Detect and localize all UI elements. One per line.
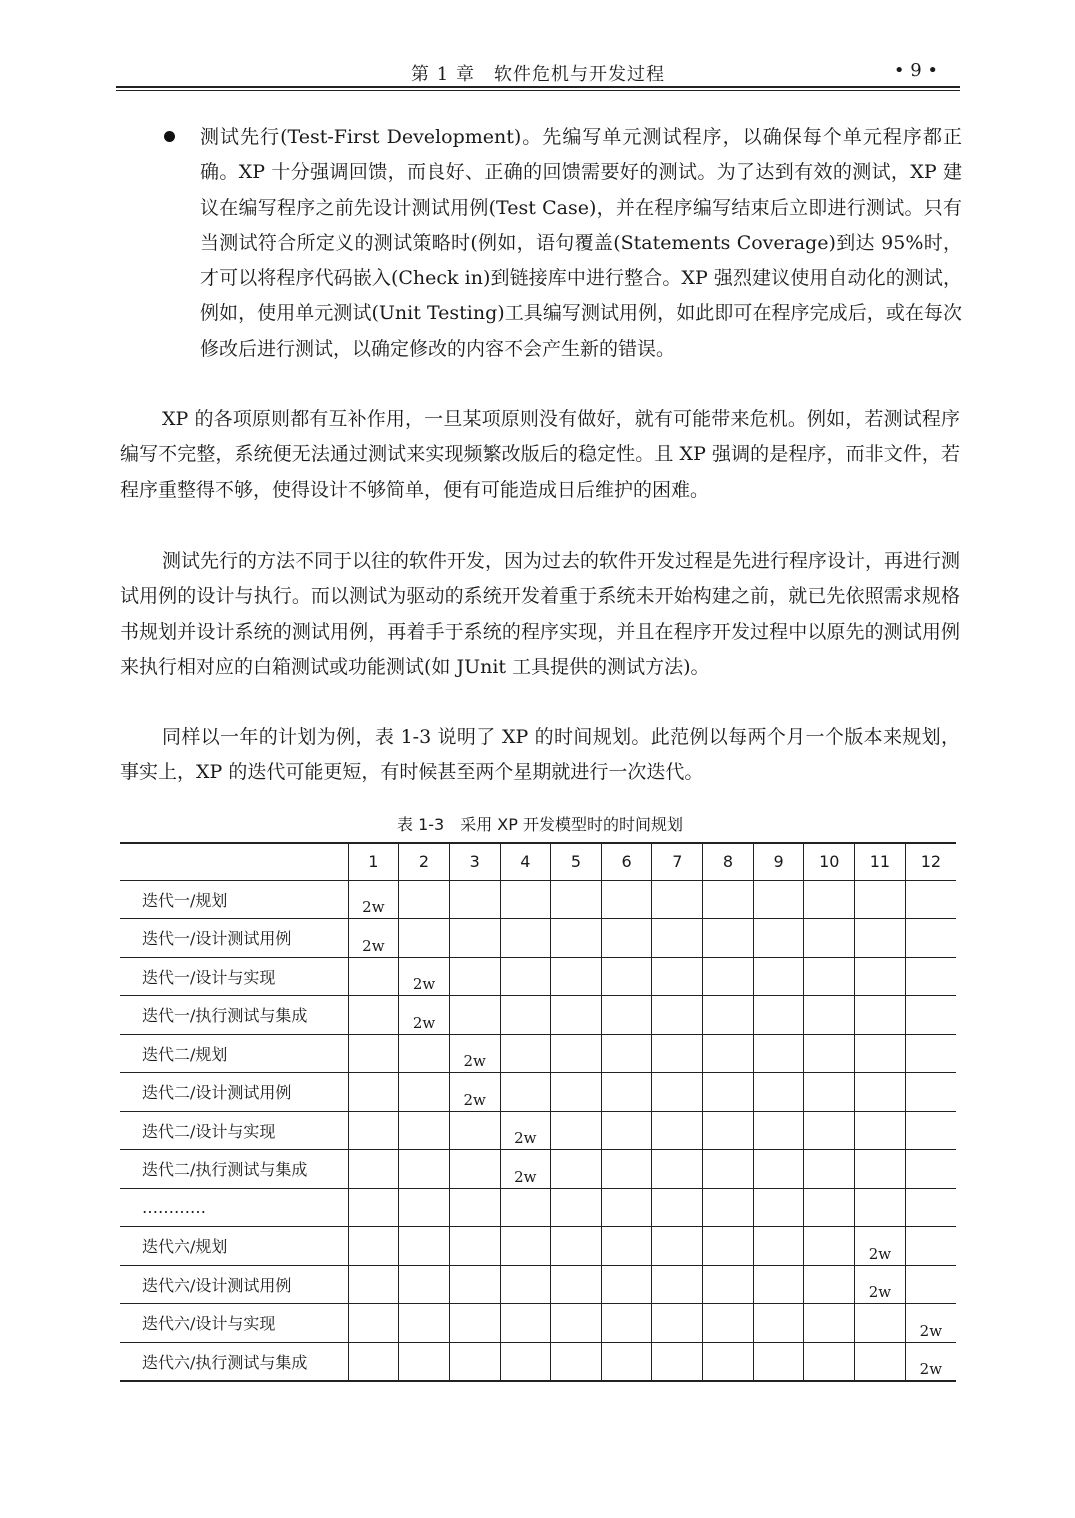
table-cell	[753, 1342, 804, 1381]
table-row	[120, 1227, 956, 1266]
table-cell	[601, 1265, 652, 1304]
table-cell	[348, 1034, 399, 1073]
table-cell	[703, 996, 754, 1035]
table-cell	[804, 957, 855, 996]
table-cell	[703, 1111, 754, 1150]
table-cell: 2w	[399, 957, 450, 996]
table-cell: 2w	[905, 1342, 956, 1381]
header-rule-thick	[116, 86, 960, 88]
table-cell	[551, 1073, 602, 1112]
paragraph-xp-principles: XP 的各项原则都有互补作用，一旦某项原则没有做好，就有可能带来危机。例如，若测试程序编写不完整，系统便无法通过测试来实现频繁改版后的稳定性。且 XP 强调的是程序，而非文件，若程序重整得不够，使得设计不够简单，便有可能造成日后维护的困难。	[120, 408, 960, 501]
table-cell	[652, 1342, 703, 1381]
table-cell	[500, 957, 551, 996]
table-cell	[601, 996, 652, 1035]
table-cell	[804, 1034, 855, 1073]
table-cell	[804, 1188, 855, 1227]
table-cell	[703, 919, 754, 958]
table-cell	[449, 1265, 500, 1304]
table-cell	[804, 880, 855, 919]
table-cell	[703, 1227, 754, 1266]
table-cell	[652, 1150, 703, 1189]
table-cell	[905, 1227, 956, 1266]
month-header: 11	[855, 843, 906, 880]
table-cell	[348, 1073, 399, 1112]
table-cell	[399, 1150, 450, 1189]
table-cell	[399, 1034, 450, 1073]
table-cell	[855, 1188, 906, 1227]
table-cell	[348, 1265, 399, 1304]
row-label: 迭代二/执行测试与集成	[120, 1150, 348, 1189]
table-row	[120, 1034, 956, 1073]
table-cell	[551, 1111, 602, 1150]
table-cell	[652, 1034, 703, 1073]
table-cell	[753, 1188, 804, 1227]
table-cell	[905, 880, 956, 919]
table-cell	[855, 1342, 906, 1381]
table-cell	[804, 996, 855, 1035]
row-label: 迭代二/设计与实现	[120, 1111, 348, 1150]
table-cell	[449, 1188, 500, 1227]
table-cell	[905, 957, 956, 996]
running-header	[116, 56, 960, 86]
row-label: 迭代一/设计与实现	[120, 957, 348, 996]
table-cell	[399, 919, 450, 958]
table-cell	[703, 957, 754, 996]
bullet-text: 测试先行(Test-First Development)。先编写单元测试程序，以确保每个单元程序都正确。XP 十分强调回馈，而良好、正确的回馈需要好的测试。为了达到有效的测试，XP 建议在编写程序之前先设计测试用例(Test Case)，并在程序编写结束后立即进行测试。只有当测试符合所定义的测试策略时(例如，语句覆盖(Statements Coverage)到达 95%时，才可以将程序代码嵌入(Check in)到链接库中进行整合。XP 强烈建议使用自动化的测试，例如，使用单元测试(Unit Testing)工具编写测试用例，如此即可在程序完成后，或在每次修改后进行测试，以确定修改的内容不会产生新的错误。	[200, 126, 962, 360]
table-cell: 2w	[348, 880, 399, 919]
table-cell: 2w	[855, 1265, 906, 1304]
table-cell	[905, 1073, 956, 1112]
table-cell	[804, 1111, 855, 1150]
table-cell	[449, 957, 500, 996]
table-cell	[500, 919, 551, 958]
table-header-empty	[120, 843, 348, 880]
table-cell	[753, 1111, 804, 1150]
table-cell	[855, 1034, 906, 1073]
table-cell	[905, 996, 956, 1035]
month-header: 2	[399, 843, 450, 880]
table-cell	[399, 1073, 450, 1112]
table-cell	[399, 1188, 450, 1227]
table-cell	[905, 1265, 956, 1304]
table-cell	[601, 1304, 652, 1343]
time-plan-table	[120, 842, 956, 1382]
table-cell	[804, 1304, 855, 1343]
table-cell	[804, 1227, 855, 1266]
table-cell: 2w	[500, 1150, 551, 1189]
table-cell	[348, 1227, 399, 1266]
table-cell	[551, 919, 602, 958]
table-row	[120, 957, 956, 996]
table-cell	[753, 957, 804, 996]
table-cell	[905, 1188, 956, 1227]
table-cell	[703, 880, 754, 919]
table-cell	[348, 1111, 399, 1150]
header-rule-thin	[116, 90, 960, 91]
table-cell	[652, 1111, 703, 1150]
table-caption: 表 1-3 采用 XP 开发模型时的时间规划	[396, 815, 683, 834]
table-cell	[399, 1111, 450, 1150]
table-cell	[753, 1150, 804, 1189]
table-cell: 2w	[348, 919, 399, 958]
table-cell	[855, 1111, 906, 1150]
month-header: 7	[652, 843, 703, 880]
table-cell	[703, 1342, 754, 1381]
table-cell	[652, 919, 703, 958]
table-cell	[348, 957, 399, 996]
table-cell	[601, 919, 652, 958]
table-cell	[905, 1111, 956, 1150]
paragraph-test-first: 测试先行的方法不同于以往的软件开发，因为过去的软件开发过程是先进行程序设计，再进行测试用例的设计与执行。而以测试为驱动的系统开发着重于系统未开始构建之前，就已先依照需求规格书规划并设计系统的测试用例，再着手于系统的程序实现，并且在程序开发过程中以原先的测试用例来执行相对应的白箱测试或功能测试(如 JUnit 工具提供的测试方法)。	[120, 550, 961, 678]
table-cell	[855, 1073, 906, 1112]
table-cell	[551, 1342, 602, 1381]
table-cell	[753, 880, 804, 919]
table-cell	[855, 919, 906, 958]
table-cell	[551, 957, 602, 996]
row-label: 迭代六/设计与实现	[120, 1304, 348, 1343]
table-cell	[399, 1265, 450, 1304]
page-number: • 9 •	[893, 60, 938, 81]
table-cell	[449, 1342, 500, 1381]
table-cell	[855, 957, 906, 996]
table-cell	[601, 1227, 652, 1266]
table-cell	[399, 1342, 450, 1381]
table-cell: 2w	[905, 1304, 956, 1343]
table-cell	[753, 1265, 804, 1304]
table-row	[120, 1150, 956, 1189]
table-cell	[703, 1188, 754, 1227]
table-row	[120, 1304, 956, 1343]
table-cell	[551, 1034, 602, 1073]
table-cell	[601, 957, 652, 996]
table-cell	[551, 880, 602, 919]
table-cell	[348, 996, 399, 1035]
table-cell	[500, 1227, 551, 1266]
table-cell	[500, 996, 551, 1035]
bullet-dot-icon	[164, 131, 175, 142]
month-header: 12	[905, 843, 956, 880]
table-cell	[449, 1227, 500, 1266]
table-cell	[652, 996, 703, 1035]
table-cell	[753, 919, 804, 958]
table-cell	[601, 880, 652, 919]
month-header: 5	[551, 843, 602, 880]
table-cell	[500, 1073, 551, 1112]
table-cell	[551, 1150, 602, 1189]
month-header: 10	[804, 843, 855, 880]
table-cell	[703, 1073, 754, 1112]
table-cell	[652, 1304, 703, 1343]
table-body	[120, 880, 956, 1381]
table-cell	[399, 1227, 450, 1266]
row-label: 迭代一/执行测试与集成	[120, 996, 348, 1035]
table-cell	[399, 880, 450, 919]
month-header: 4	[500, 843, 551, 880]
row-label: 迭代二/设计测试用例	[120, 1073, 348, 1112]
table-cell	[804, 1150, 855, 1189]
table-row	[120, 1111, 956, 1150]
month-header: 9	[753, 843, 804, 880]
table-cell: 2w	[855, 1227, 906, 1266]
table-cell	[703, 1150, 754, 1189]
table-cell: 2w	[449, 1034, 500, 1073]
table-header-row	[120, 843, 956, 880]
table-row	[120, 1342, 956, 1381]
table-cell	[855, 1304, 906, 1343]
table-cell	[652, 1227, 703, 1266]
table-cell	[601, 1034, 652, 1073]
month-header: 6	[601, 843, 652, 880]
table-cell	[348, 1188, 399, 1227]
row-label: …………	[120, 1188, 348, 1227]
table-cell	[551, 996, 602, 1035]
table-cell	[399, 1304, 450, 1343]
table-cell	[348, 1304, 399, 1343]
table-cell	[703, 1034, 754, 1073]
table-cell: 2w	[500, 1111, 551, 1150]
table-cell	[449, 1150, 500, 1189]
table-cell	[449, 1111, 500, 1150]
table-cell	[703, 1304, 754, 1343]
table-cell	[500, 1304, 551, 1343]
month-header: 3	[449, 843, 500, 880]
table-cell	[703, 1265, 754, 1304]
table-cell	[905, 1150, 956, 1189]
table-cell	[500, 880, 551, 919]
row-label: 迭代二/规划	[120, 1034, 348, 1073]
table-cell	[804, 1342, 855, 1381]
table-row	[120, 996, 956, 1035]
table-cell	[500, 1188, 551, 1227]
table-cell	[601, 1073, 652, 1112]
table-cell	[753, 1304, 804, 1343]
row-label: 迭代六/执行测试与集成	[120, 1342, 348, 1381]
row-label: 迭代六/设计测试用例	[120, 1265, 348, 1304]
row-label: 迭代一/设计测试用例	[120, 919, 348, 958]
table-cell	[449, 996, 500, 1035]
table-cell	[500, 1265, 551, 1304]
table-cell	[652, 1188, 703, 1227]
table-cell	[652, 957, 703, 996]
table-cell	[348, 1150, 399, 1189]
table-cell	[348, 1342, 399, 1381]
table-cell	[905, 1034, 956, 1073]
table-row	[120, 1188, 956, 1227]
table-cell	[804, 919, 855, 958]
table-cell	[753, 1073, 804, 1112]
table-cell	[855, 996, 906, 1035]
table-cell: 2w	[399, 996, 450, 1035]
table-cell	[855, 880, 906, 919]
month-header: 1	[348, 843, 399, 880]
table-cell	[449, 919, 500, 958]
table-cell	[804, 1073, 855, 1112]
table-cell	[551, 1188, 602, 1227]
row-label: 迭代六/规划	[120, 1227, 348, 1266]
table-cell	[652, 1073, 703, 1112]
table-row	[120, 1265, 956, 1304]
chapter-title: 第 1 章 软件危机与开发过程	[411, 64, 665, 85]
table-cell	[652, 1265, 703, 1304]
table-cell	[753, 1034, 804, 1073]
table-cell	[753, 996, 804, 1035]
table-cell	[500, 1342, 551, 1381]
table-cell	[652, 880, 703, 919]
month-header: 8	[703, 843, 754, 880]
paragraph-time-plan: 同样以一年的计划为例，表 1-3 说明了 XP 的时间规划。此范例以每两个月一个版本来规划，事实上，XP 的迭代可能更短，有时候甚至两个星期就进行一次迭代。	[120, 726, 960, 784]
table-cell	[601, 1150, 652, 1189]
table-cell	[601, 1111, 652, 1150]
table-row	[120, 880, 956, 919]
table-row	[120, 1073, 956, 1112]
table-cell	[551, 1304, 602, 1343]
table-cell	[905, 919, 956, 958]
table-cell	[551, 1227, 602, 1266]
table-cell	[804, 1265, 855, 1304]
table-cell	[500, 1034, 551, 1073]
table-cell: 2w	[449, 1073, 500, 1112]
table-cell	[449, 880, 500, 919]
table-cell	[601, 1342, 652, 1381]
row-label: 迭代一/规划	[120, 880, 348, 919]
table-cell	[551, 1265, 602, 1304]
table-cell	[753, 1227, 804, 1266]
table-cell	[449, 1304, 500, 1343]
table-row	[120, 919, 956, 958]
table-cell	[601, 1188, 652, 1227]
table-cell	[855, 1150, 906, 1189]
